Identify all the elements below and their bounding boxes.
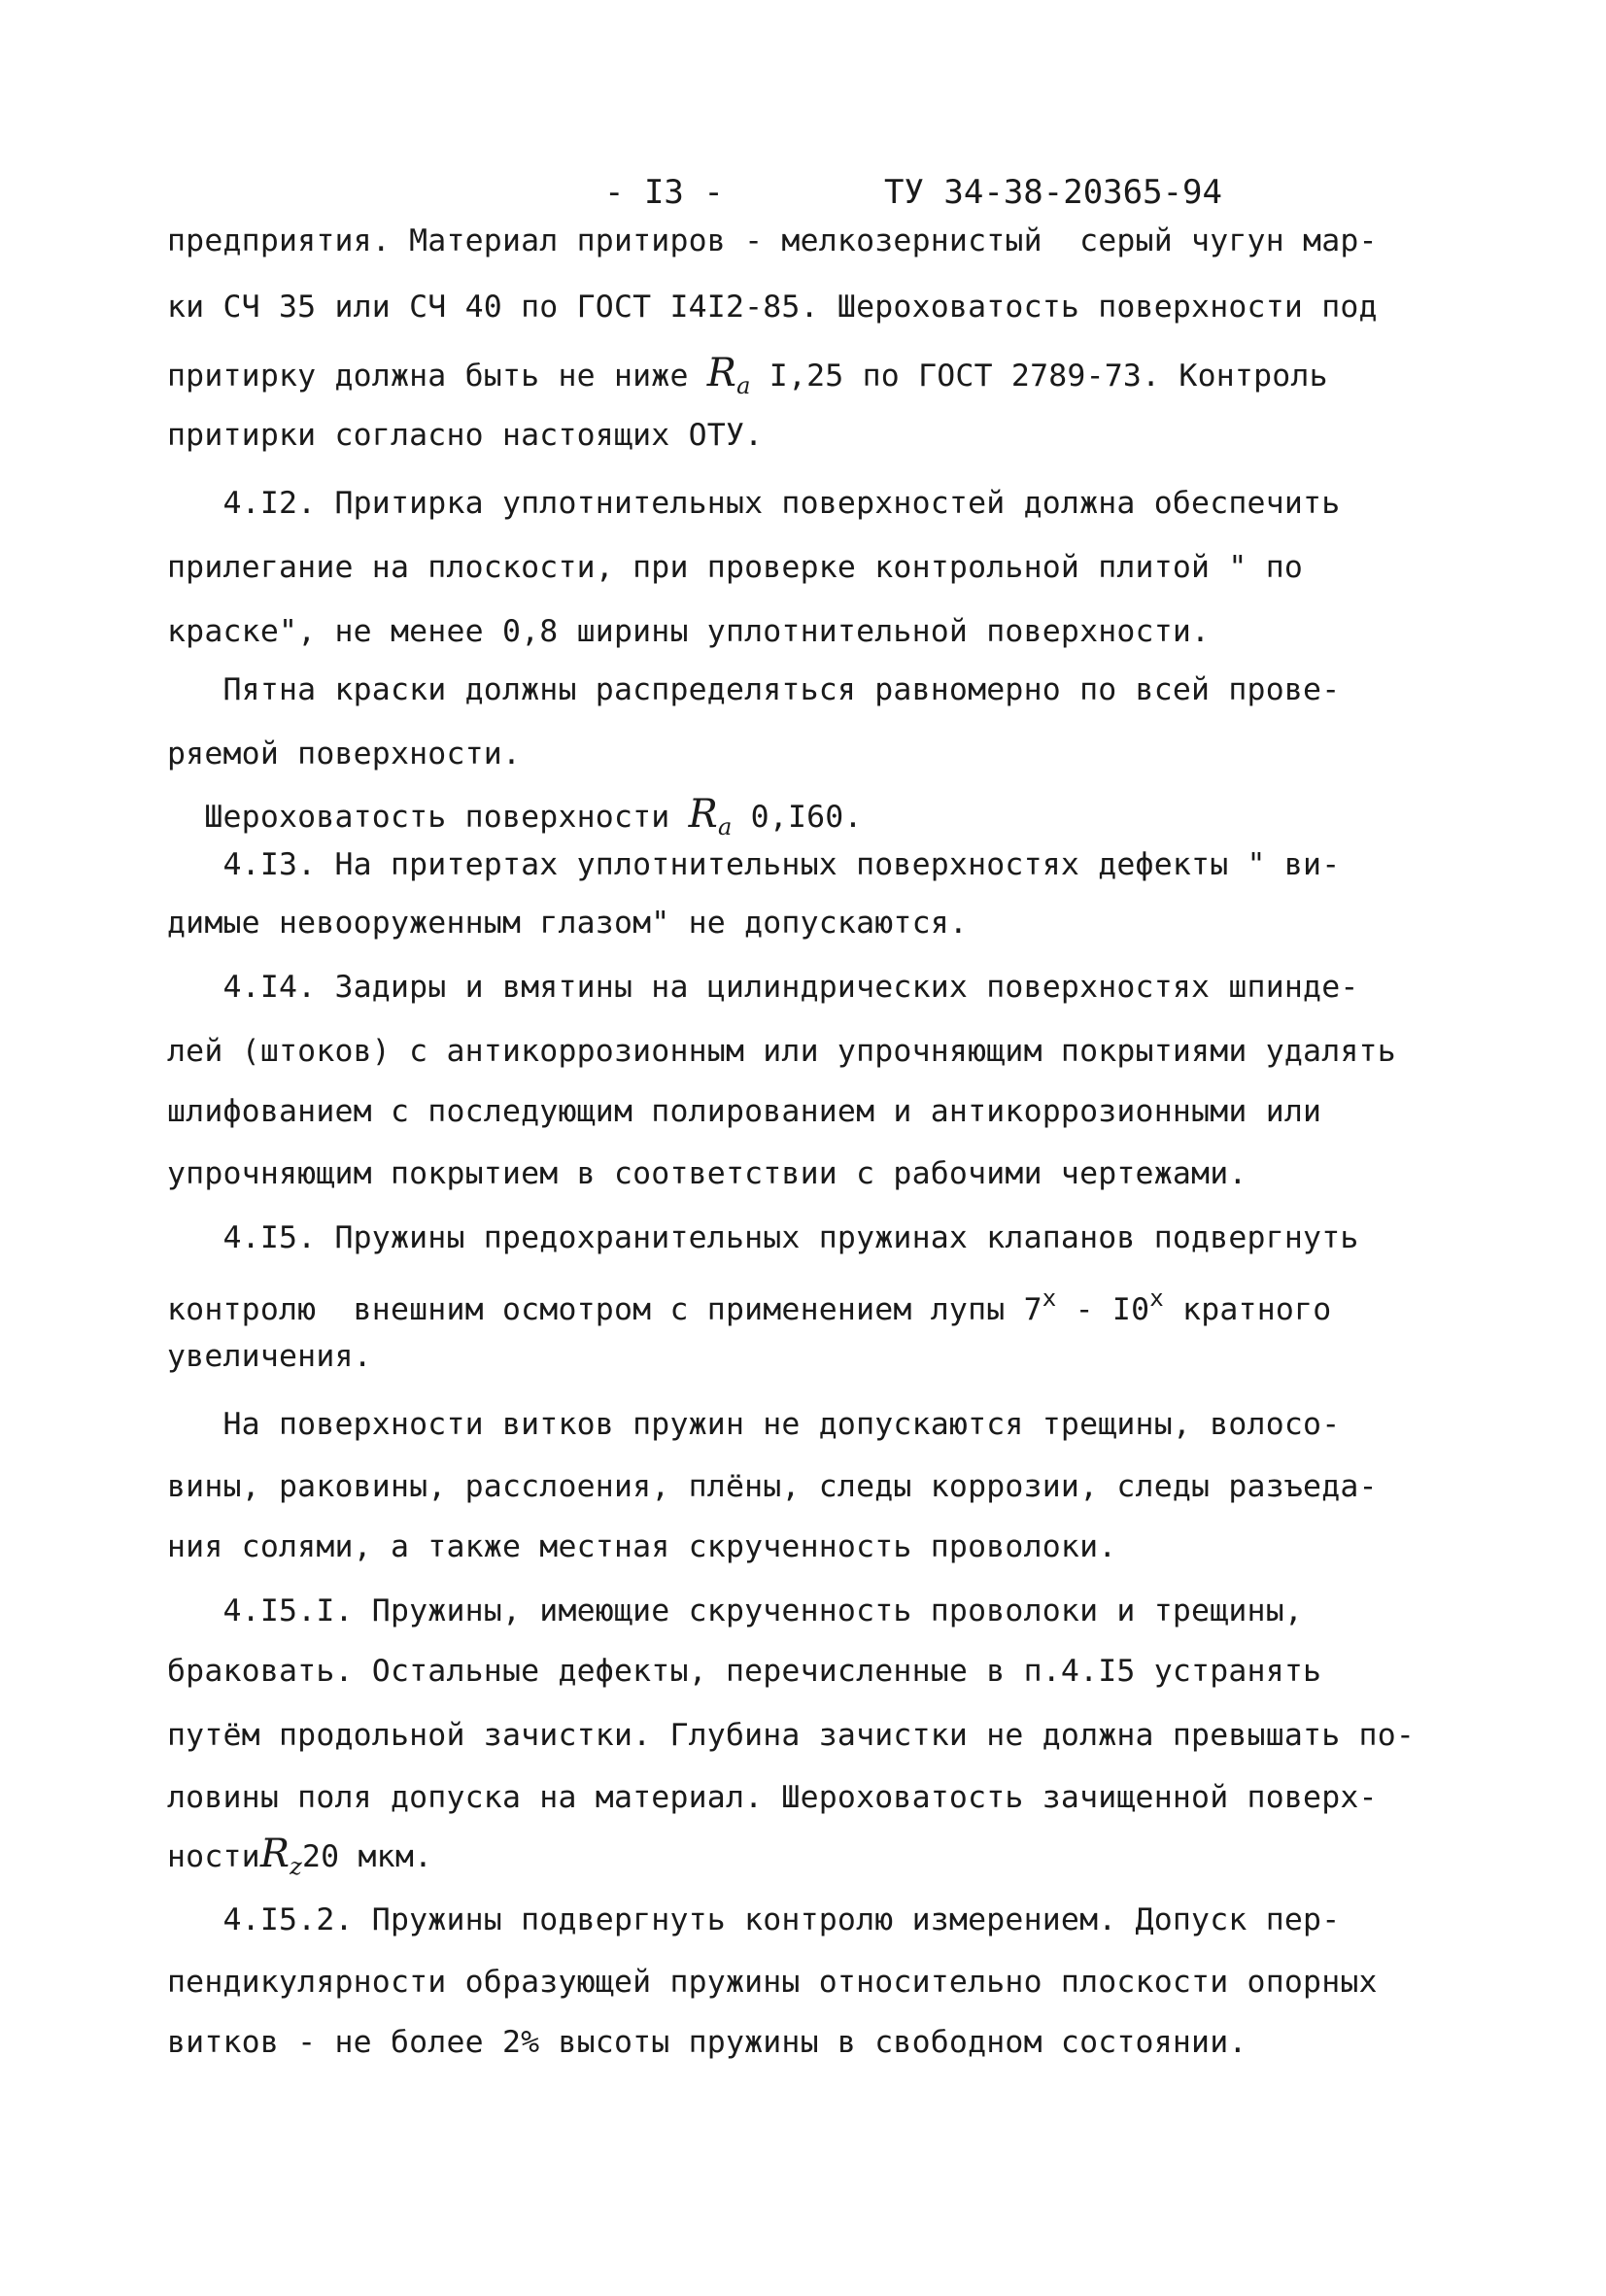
text-run: притирку должна быть не ниже [167, 359, 707, 394]
text-line: 4.I2. Притирка уплотнительных поверхностей должна обеспечить [167, 486, 1341, 521]
text-line: прилегание на плоскости, при проверке контрольной плитой " по [167, 550, 1304, 585]
text-line: 4.I4. Задиры и вмятины на цилиндрических поверхностях шпинде- [167, 970, 1359, 1005]
text-run: контролю внешним осмотром с применением лупы 7 [167, 1292, 1042, 1327]
text-line: упрочняющим покрытием в соответствии с рабочими чертежами. [167, 1156, 1247, 1191]
text-line: ряемой поверхности. [167, 737, 522, 771]
text-line: 4.I5.I. Пружины, имеющие скрученность проволоки и трещины, [167, 1593, 1304, 1628]
text-line: На поверхности витков пружин не допускаются трещины, волосо- [167, 1407, 1341, 1442]
text-line: вины, раковины, расслоения, плёны, следы коррозии, следы разъеда- [167, 1469, 1378, 1504]
text-run: 0,I60. [732, 800, 863, 835]
roughness-subscript: a [717, 813, 733, 840]
roughness-symbol [259, 1832, 303, 1880]
text-line: путём продольной зачистки. Глубина зачистки не должна превышать по- [167, 1718, 1416, 1753]
text-line: пендикулярности образующей пружины относительно плоскости опорных [167, 1965, 1378, 2000]
text-line: притирки согласно настоящих ОТУ. [167, 418, 764, 453]
roughness-symbol [688, 792, 733, 840]
superscript: x [1042, 1285, 1057, 1312]
roughness-subscript: z [290, 1853, 303, 1880]
text-run: кратного [1163, 1292, 1332, 1327]
text-line: шлифованием с последующим полированием и антикоррозионными или [167, 1094, 1322, 1129]
text-line: димые невооруженным глазом" не допускаются. [167, 906, 969, 941]
text-run: - I0 [1056, 1292, 1150, 1327]
text-line: ния солями, а также местная скрученность проволоки. [167, 1529, 1117, 1564]
document-code: ТУ 34-38-20365-94 [884, 173, 1222, 212]
text-line: лей (штоков) с антикоррозионным или упрочняющим покрытиями удалять [167, 1034, 1396, 1069]
roughness-letter: R [706, 351, 737, 395]
text-line [167, 1834, 432, 1886]
roughness-subscript: a [736, 372, 751, 399]
page-number: - I3 - [604, 173, 724, 212]
text-run: I,25 по ГОСТ 2789-73. Контроль [750, 359, 1328, 394]
text-line: 4.I3. На притертах уплотнительных поверхностях дефекты " ви- [167, 847, 1341, 882]
text-line: Пятна краски должны распределяться равномерно по всей прове- [167, 672, 1341, 707]
text-line [167, 792, 863, 846]
text-run: Шероховатость поверхности [167, 800, 689, 835]
text-line: 4.I5.2. Пружины подвергнуть контролю измерением. Допуск пер- [167, 1902, 1341, 1937]
roughness-letter: R [688, 792, 718, 837]
text-line [167, 1279, 1331, 1329]
text-line: ловины поля допуска на материал. Шероховатость зачищенной поверх- [167, 1780, 1378, 1815]
text-line: ки СЧ 35 или СЧ 40 по ГОСТ I4I2-85. Шероховатость поверхности под [167, 290, 1378, 325]
text-line [167, 351, 1328, 405]
text-line: краске", не менее 0,8 ширины уплотнительной поверхности. [167, 614, 1211, 649]
text-run: 20 мкм. [302, 1839, 433, 1874]
text-line: 4.I5. Пружины предохранительных пружинах клапанов подвергнуть [167, 1220, 1359, 1255]
roughness-symbol [706, 351, 751, 399]
roughness-letter: R [259, 1832, 290, 1876]
text-line: предприятия. Материал притиров - мелкозернистый серый чугун мар- [167, 223, 1378, 258]
superscript: x [1149, 1285, 1164, 1312]
text-line: витков - не более 2% высоты пружины в свободном состоянии. [167, 2025, 1247, 2060]
text-run: ности [167, 1839, 260, 1874]
text-line: браковать. Остальные дефекты, перечисленные в п.4.I5 устранять [167, 1654, 1322, 1689]
text-line: увеличения. [167, 1339, 372, 1374]
